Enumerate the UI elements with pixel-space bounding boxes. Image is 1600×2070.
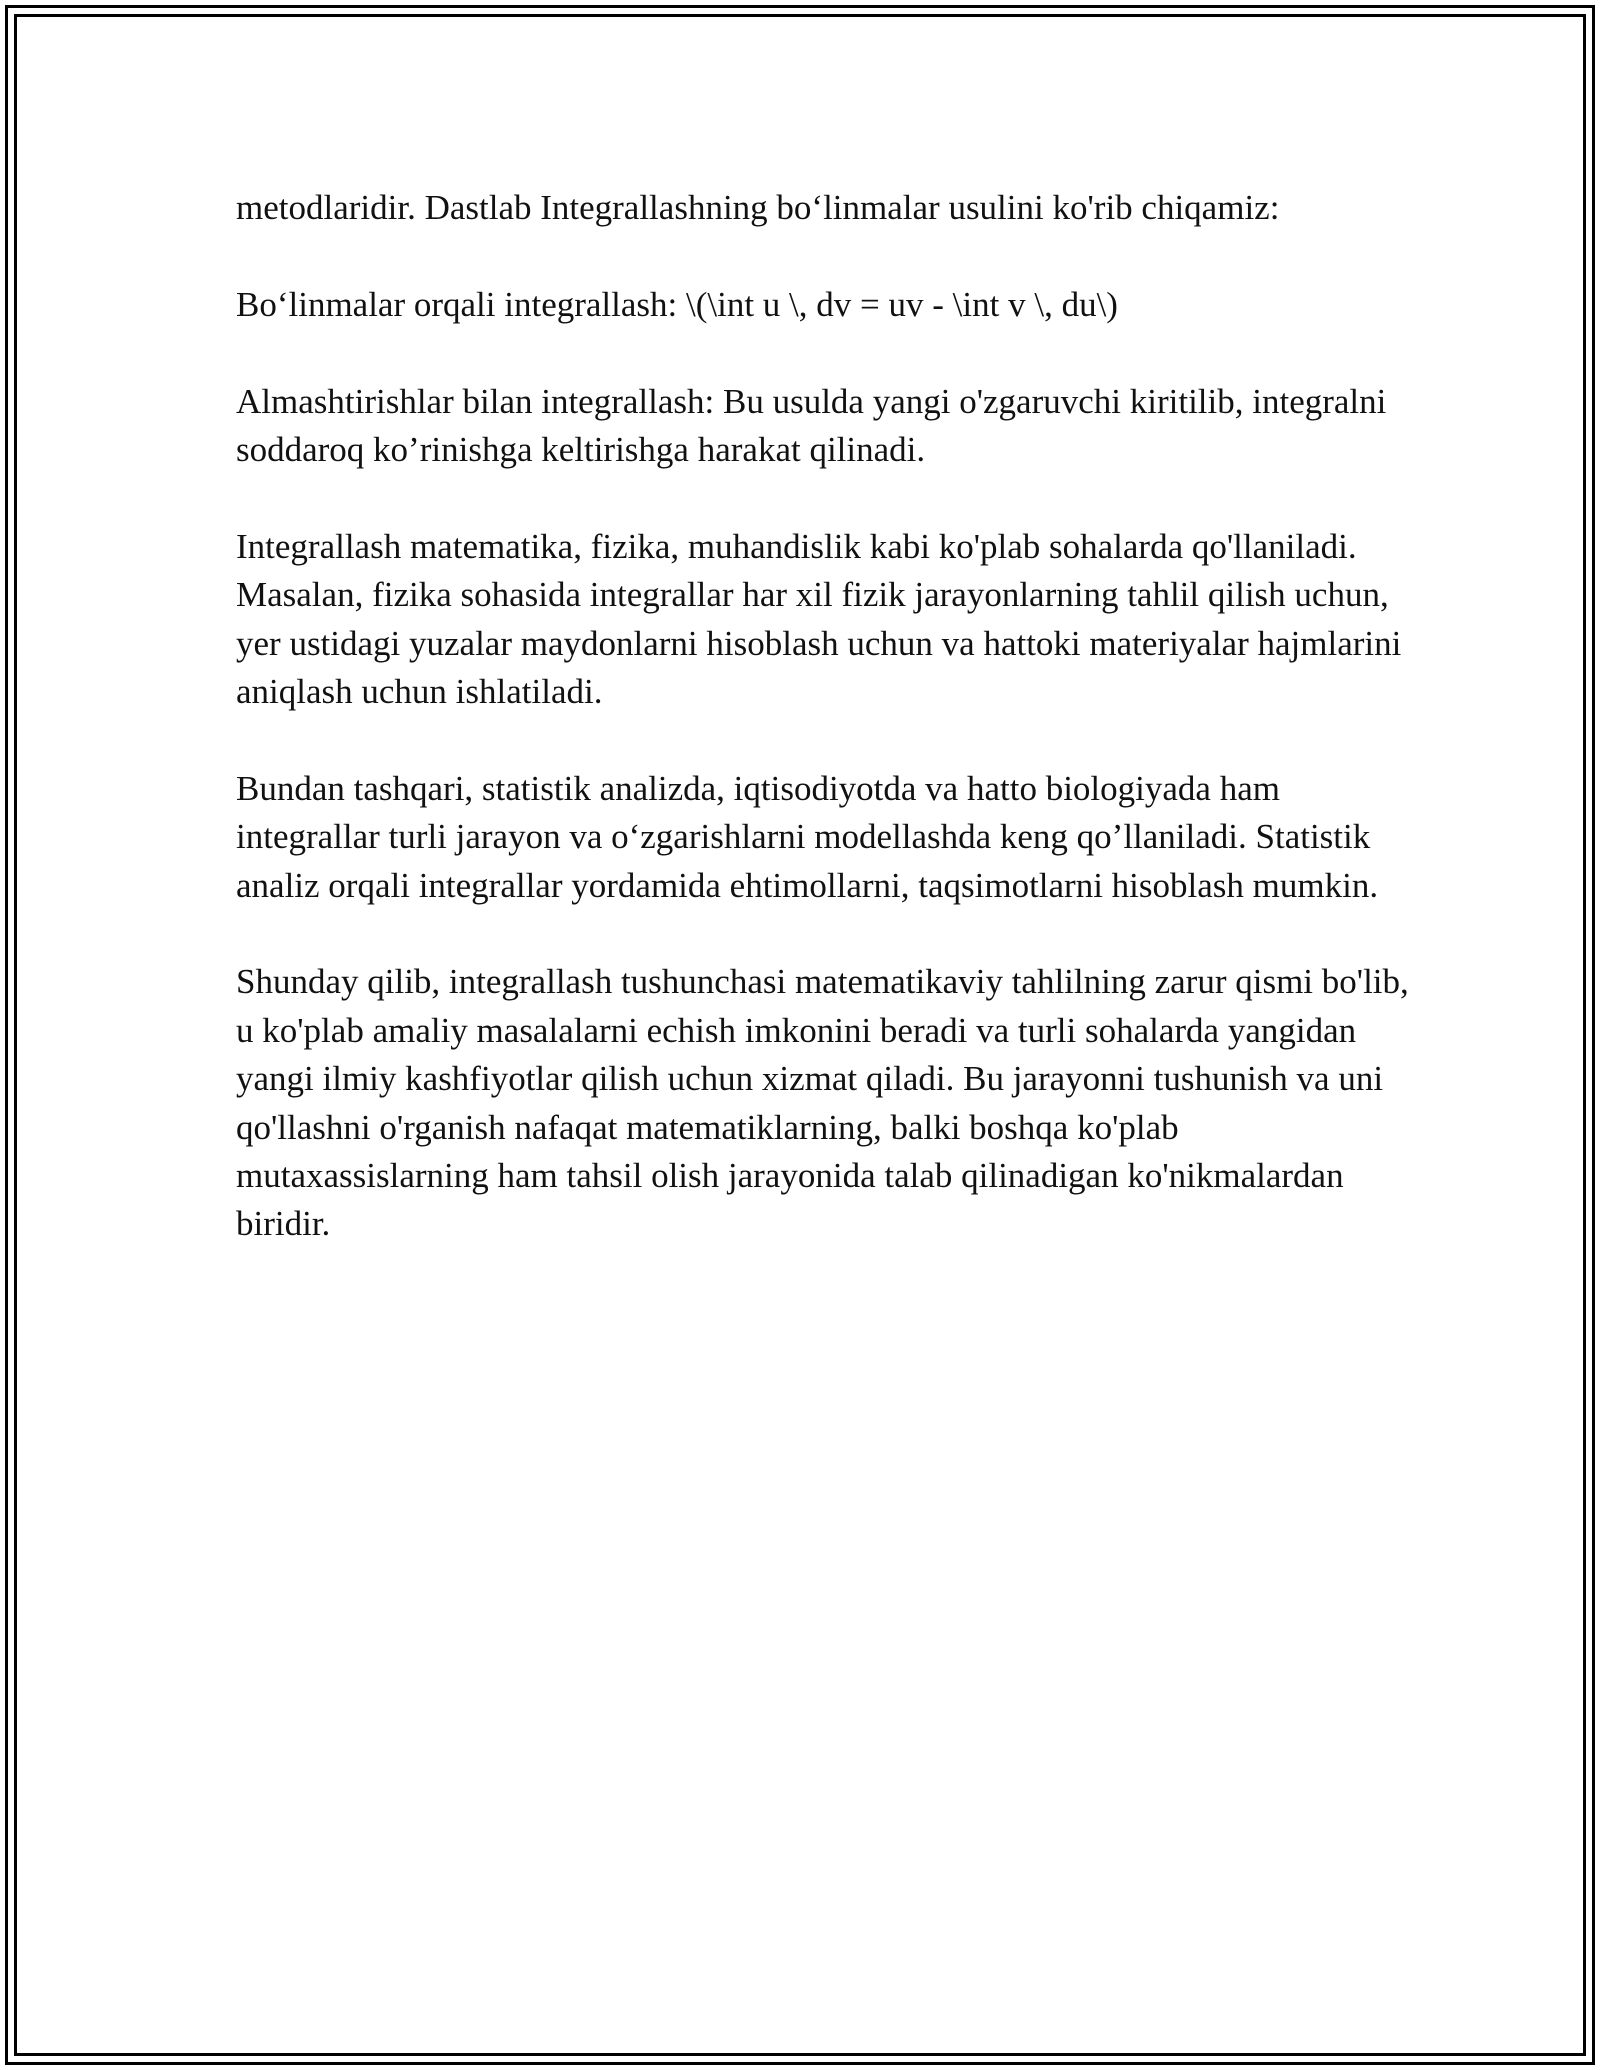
paragraph-applications: Integrallash matematika, fizika, muhandislik kabi ko'plab sohalarda qo'llaniladi. Masalan, fizika sohasida integrallar har xil fizik jarayonlarning tahlil qilish uchun, yer ustidagi yuzalar maydonlarni hisoblash uchun va hattoki materiyalar hajmlarini aniqlash uchun ishlatiladi.	[236, 526, 1402, 712]
paragraph-substitution: Almashtirishlar bilan integrallash: Bu usulda yangi o'zgaruvchi kiritilib, integralni soddaroq ko’rinishga keltirishga harakat qilinadi.	[236, 381, 1387, 469]
paragraph-integration-by-parts: Bo‘linmalar orqali integrallash: \(\int u \, dv = uv - \int v \, du\)	[236, 284, 1118, 324]
page-body	[236, 184, 1416, 1297]
paragraph-statistics: Bundan tashqari, statistik analizda, iqtisodiyotda va hatto biologiyada ham integrallar turli jarayon va o‘zgarishlarni modellashda keng qo’llaniladi. Statistik analiz orqali integrallar yordamida ehtimollarni, taqsimotlarni hisoblash mumkin.	[236, 768, 1379, 905]
paragraph-methods-intro: metodlaridir. Dastlab Integrallashning bo‘linmalar usulini ko'rib chiqamiz:	[236, 188, 1280, 227]
paragraph-conclusion: Shunday qilib, integrallash tushunchasi matematikaviy tahlilning zarur qismi bo'lib, u ko'plab amaliy masalalarni echish imkonini beradi va turli sohalarda yangidan yangi ilmiy kashfiyotlar qilish uchun xizmat qiladi. Bu jarayonni tushunish va uni qo'llashni o'rganish nafaqat matematiklarning, balki boshqa ko'plab mutaxassislarning ham tahsil olish jarayonida talab qilinadigan ko'nikmalardan biridir.	[236, 962, 1409, 1244]
